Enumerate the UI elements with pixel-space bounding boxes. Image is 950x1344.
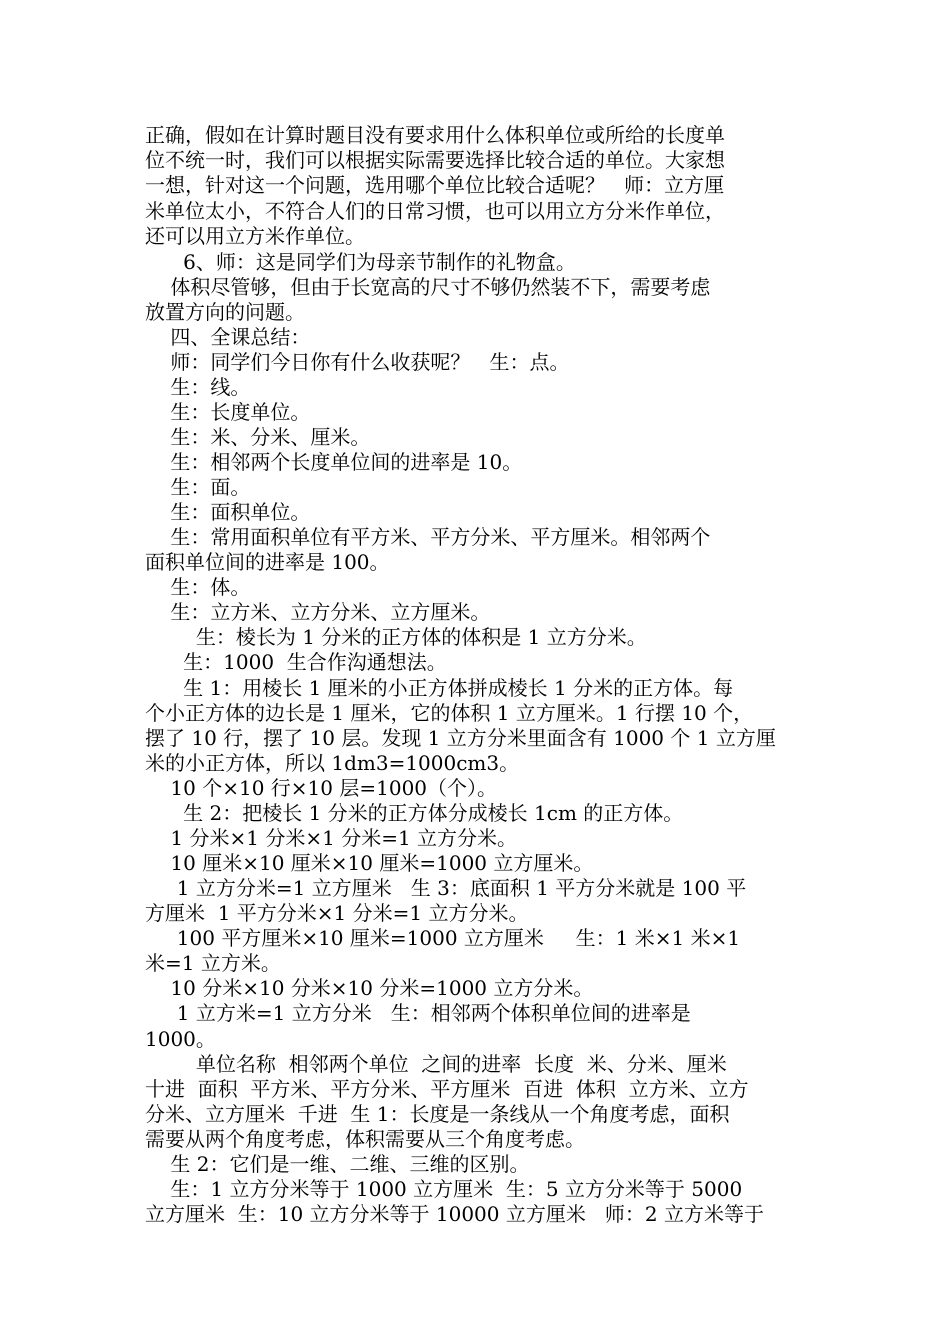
text-line: 10 厘米×10 厘米×10 厘米=1000 立方厘米。 xyxy=(145,851,594,875)
text-line: 体积尽管够，但由于长宽高的尺寸不够仍然装不下，需要考虑 xyxy=(145,275,711,299)
text-line: 生：米、分米、厘米。 xyxy=(145,425,371,449)
text-line: 个小正方体的边长是 1 厘米，它的体积 1 立方厘米。1 行摆 10 个， xyxy=(145,701,754,725)
text-line: 生：面。 xyxy=(145,475,251,499)
text-line: 1 立方米=1 立方分米 生：相邻两个体积单位间的进率是 xyxy=(145,1001,691,1025)
text-line: 生 2：把棱长 1 分米的正方体分成棱长 1cm 的正方体。 xyxy=(145,801,684,825)
text-line: 1000。 xyxy=(145,1027,216,1051)
text-line: 生：相邻两个长度单位间的进率是 10。 xyxy=(145,450,523,474)
text-line: 米单位太小，不符合人们的日常习惯，也可以用立方分米作单位， xyxy=(145,199,725,223)
text-line: 生：线。 xyxy=(145,375,251,399)
text-line: 生：常用面积单位有平方米、平方分米、平方厘米。相邻两个 xyxy=(145,525,711,549)
text-line: 还可以用立方米作单位。 xyxy=(145,224,365,248)
text-line: 方厘米 1 平方分米×1 分米=1 立方分米。 xyxy=(145,901,529,925)
text-line: 一想，针对这一个问题，选用哪个单位比较合适呢？ 师：立方厘 xyxy=(145,173,725,197)
text-line: 四、全课总结： xyxy=(145,325,311,349)
text-line: 生：立方米、立方分米、立方厘米。 xyxy=(145,600,491,624)
text-line: 立方厘米 生：10 立方分米等于 10000 立方厘米 师：2 立方米等于 xyxy=(145,1202,765,1226)
text-line: 生：1 立方分米等于 1000 立方厘米 生：5 立方分米等于 5000 xyxy=(145,1177,743,1201)
text-line: 生：棱长为 1 分米的正方体的体积是 1 立方分米。 xyxy=(145,625,647,649)
text-line: 米=1 立方米。 xyxy=(145,951,281,975)
text-line: 1 分米×1 分米×1 分米=1 立方分米。 xyxy=(145,826,518,850)
text-line: 生：面积单位。 xyxy=(145,500,311,524)
text-line: 需要从两个角度考虑，体积需要从三个角度考虑。 xyxy=(145,1127,585,1151)
text-line: 放置方向的问题。 xyxy=(145,300,305,324)
text-line: 面积单位间的进率是 100。 xyxy=(145,550,390,574)
text-line: 1 立方分米=1 立方厘米 生 3：底面积 1 平方分米就是 100 平 xyxy=(145,876,747,900)
text-line: 单位名称 相邻两个单位 之间的进率 长度 米、分米、厘米 xyxy=(145,1052,727,1076)
text-line: 10 分米×10 分米×10 分米=1000 立方分米。 xyxy=(145,976,594,1000)
text-line: 生 2：它们是一维、二维、三维的区别。 xyxy=(145,1152,530,1176)
text-line: 师：同学们今日你有什么收获呢？ 生：点。 xyxy=(145,350,570,374)
text-line: 摆了 10 行，摆了 10 层。发现 1 立方分米里面含有 1000 个 1 立方厘 xyxy=(145,726,776,750)
text-line: 位不统一时，我们可以根据实际需要选择比较合适的单位。大家想 xyxy=(145,148,725,172)
text-line: 生 1：用棱长 1 厘米的小正方体拼成棱长 1 分米的正方体。每 xyxy=(145,676,734,700)
text-line: 6、师：这是同学们为母亲节制作的礼物盒。 xyxy=(145,250,576,274)
text-line: 正确，假如在计算时题目没有要求用什么体积单位或所给的长度单 xyxy=(145,123,725,147)
text-line: 分米、立方厘米 千进 生 1：长度是一条线从一个角度考虑，面积 xyxy=(145,1102,730,1126)
text-line: 生：体。 xyxy=(145,575,251,599)
text-line: 100 平方厘米×10 厘米=1000 立方厘米 生：1 米×1 米×1 xyxy=(145,926,741,950)
text-line: 生：长度单位。 xyxy=(145,400,311,424)
text-line: 生：1000 生合作沟通想法。 xyxy=(145,650,447,674)
text-line: 米的小正方体，所以 1dm3=1000cm3。 xyxy=(145,751,520,775)
text-line: 10 个×10 行×10 层=1000（个）。 xyxy=(145,776,498,800)
text-line: 十进 面积 平方米、平方分米、平方厘米 百进 体积 立方米、立方 xyxy=(145,1077,749,1101)
